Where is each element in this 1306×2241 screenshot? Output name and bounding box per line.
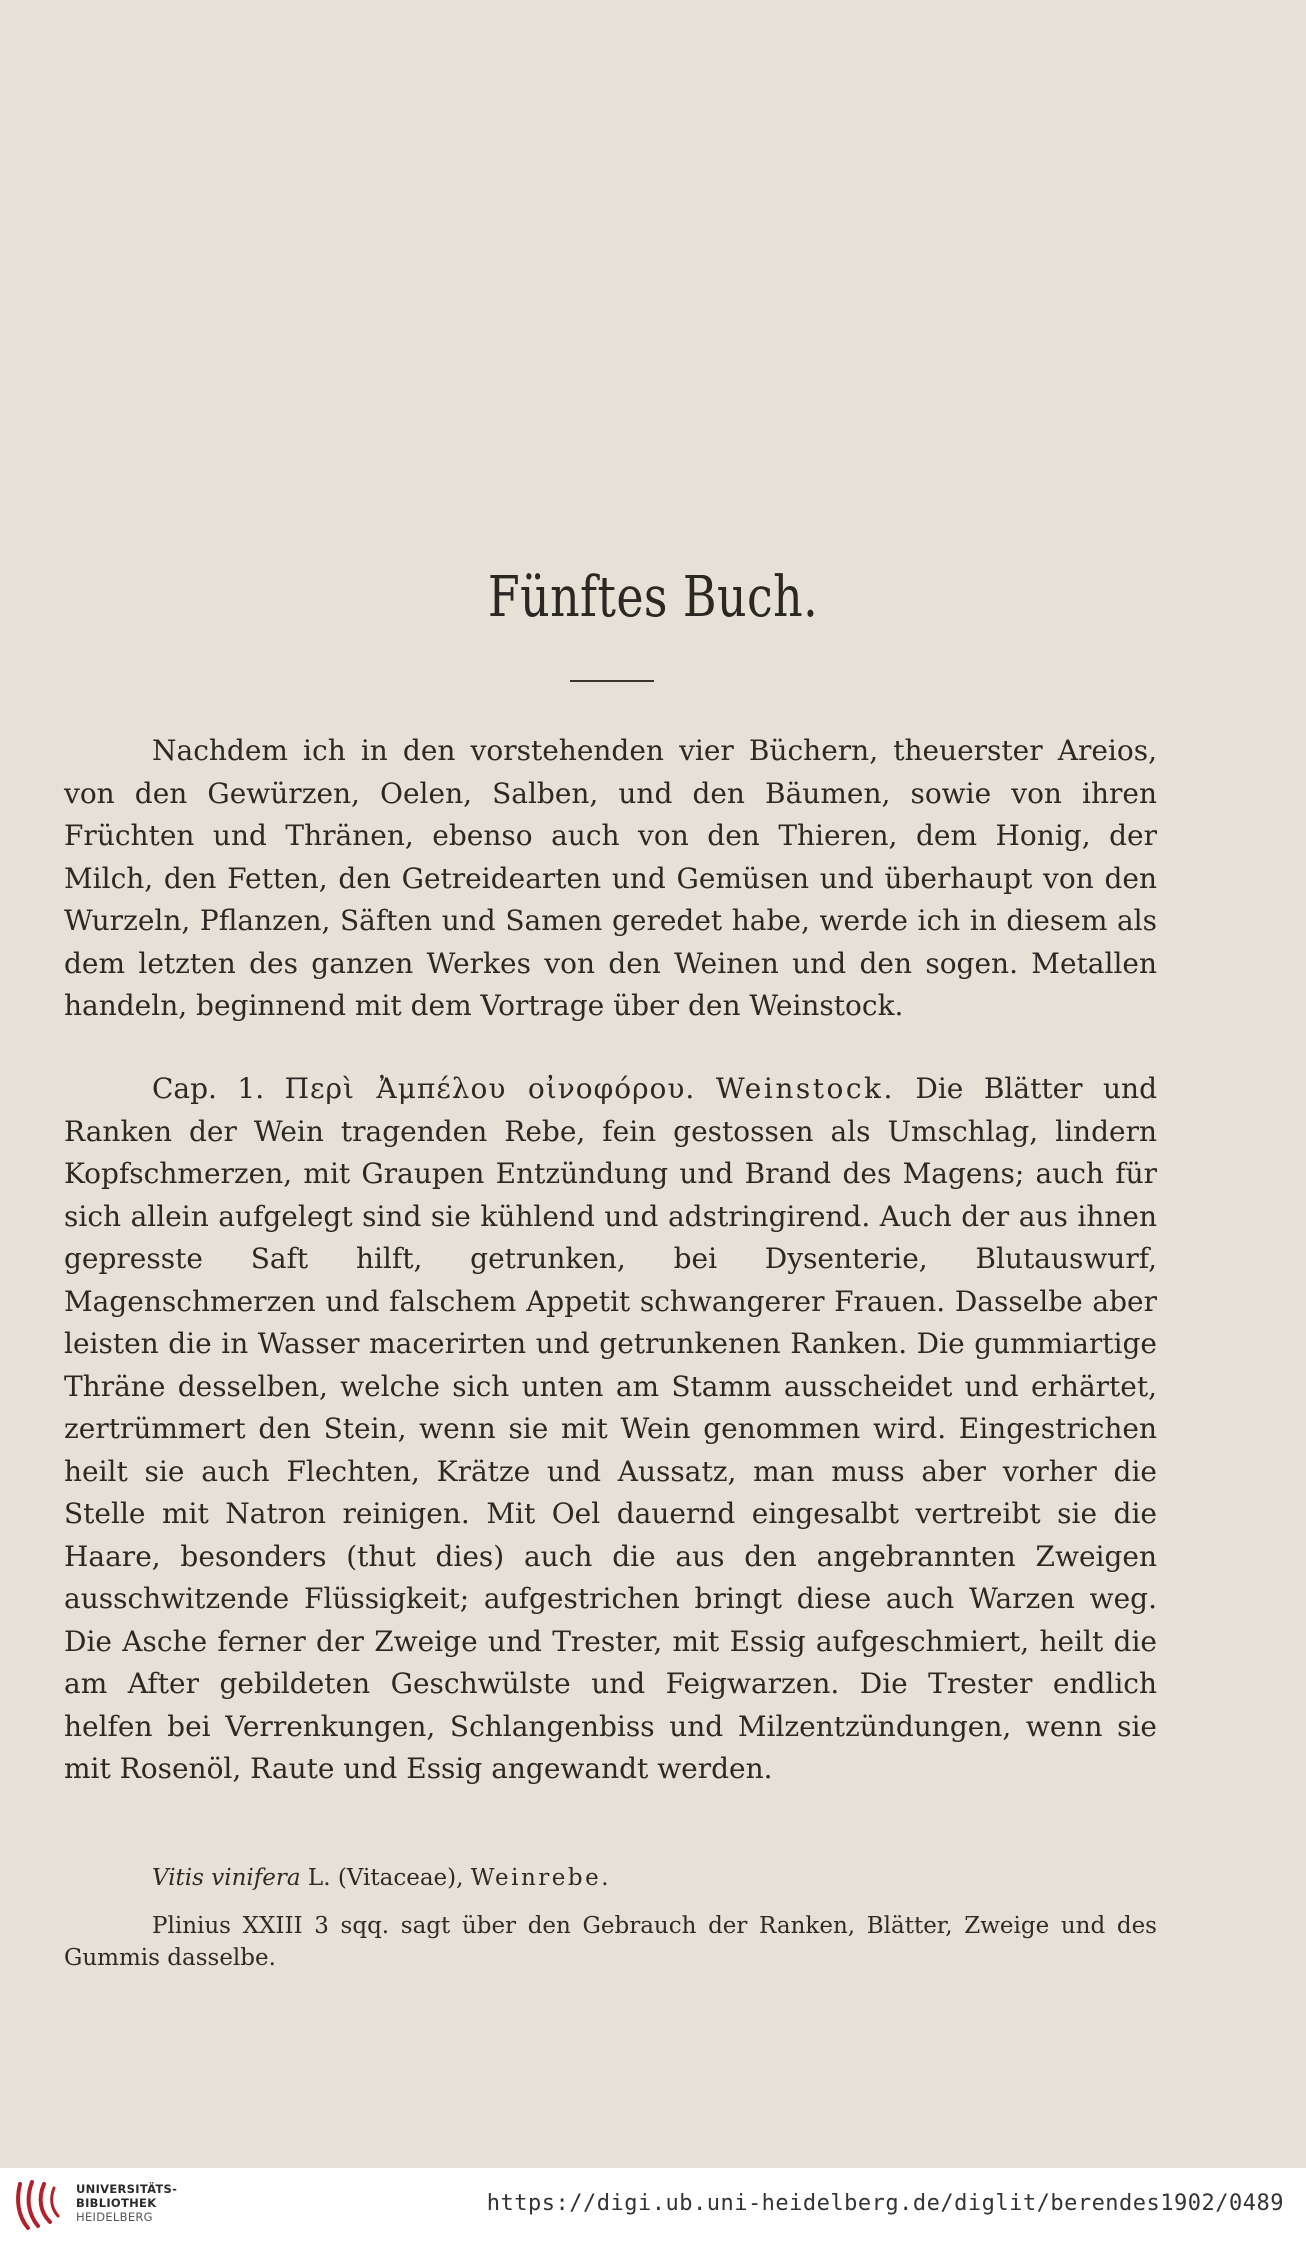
page-title: Fünftes Buch. — [487, 565, 819, 630]
ub-heidelberg-logo-icon[interactable] — [14, 2180, 62, 2232]
chapter-label: Cap. 1. — [152, 1072, 265, 1105]
library-footer — [0, 2168, 1306, 2241]
library-name-line1: UNIVERSITÄTS- — [76, 2182, 178, 2196]
chapter-1-text — [64, 1068, 1157, 1791]
title-divider — [570, 680, 654, 682]
chapter-heading: Weinstock. — [715, 1072, 895, 1105]
pliny-note — [64, 1910, 1157, 1974]
intro-text: Nachdem ich in den vorstehenden vier Büchern, theuerster Areios, von den Gewürzen, Oelen, Salben, und den Bäumen, sowie von ihren Früchten und Thränen, ebenso auch von den Thieren, dem Honig, der Milch, den Fetten, den Getreidearten und Gemüsen und überhaupt von den Wurzeln, Pflanzen, Säften und Samen geredet habe, werde ich in diesem als dem letzten des ganzen Werkes von den Weinen und den sogen. Metallen handeln, beginnend mit dem Vortrage über den Weinstock. — [64, 734, 1157, 1022]
library-name — [76, 2182, 177, 2224]
chapter-body: Die Blätter und Ranken der Wein tragenden Rebe, fein gestossen als Umschlag, lindern Kopfschmerzen, mit Graupen Entzündung und Brand des Magens; auch für sich allein aufgelegt sind sie kühlend und adstringirend. Auch der aus ihnen gepresste Saft hilft, getrunken, bei Dysenterie, Blutauswurf, Magenschmerzen und falschem Appetit schwangerer Frauen. Dasselbe aber leisten die in Wasser macerirten und getrunkenen Ranken. Die gummiartige Thräne desselben, welche sich unten am Stamm ausscheidet und erhärtet, zertrümmert den Stein, wenn sie mit Wein genommen wird. Eingestrichen heilt sie auch Flechten, Krätze und Aussatz, man muss aber vorher die Stelle mit Natron reinigen. Mit Oel dauernd eingesalbt vertreibt sie die Haare, besonders (thut dies) auch die aus den angebrannten Zweigen ausschwitzende Flüssigkeit; aufgestrichen bringt diese auch Warzen weg. Die Asche ferner der Zweige und Trester, mit Essig aufgeschmiert, heilt die am After gebildeten Geschwülste und Feigwarzen. Die Trester endlich helfen bei Verrenkungen, Schlangenbiss und Milzentzündungen, wenn sie mit Rosenöl, Raute und Essig angewandt werden. — [64, 1072, 1157, 1785]
library-name-line3: HEIDELBERG — [76, 2210, 153, 2224]
species-common-name: Weinrebe. — [470, 1865, 612, 1891]
library-name-line2: BIBLIOTHEK — [76, 2196, 157, 2210]
pliny-note-text: Plinius XXIII 3 sqq. sagt über den Gebrauch der Ranken, Blätter, Zweige und des Gummis dasselbe. — [64, 1913, 1157, 1971]
chapter-1-paragraph — [64, 1068, 1157, 1791]
species-name: Vitis vinifera — [152, 1865, 301, 1891]
species-authority: L. (Vitaceae), — [300, 1865, 471, 1891]
permalink-url[interactable]: https://digi.ub.uni-heidelberg.de/diglit/berendes1902/0489 — [486, 2191, 1284, 2216]
species-note — [64, 1862, 1157, 1894]
chapter-greek-title: Περὶ Ἀμπέλου οἰνοφόρου. — [284, 1072, 696, 1105]
intro-paragraph — [64, 730, 1157, 1028]
species-note-text — [64, 1862, 1157, 1894]
